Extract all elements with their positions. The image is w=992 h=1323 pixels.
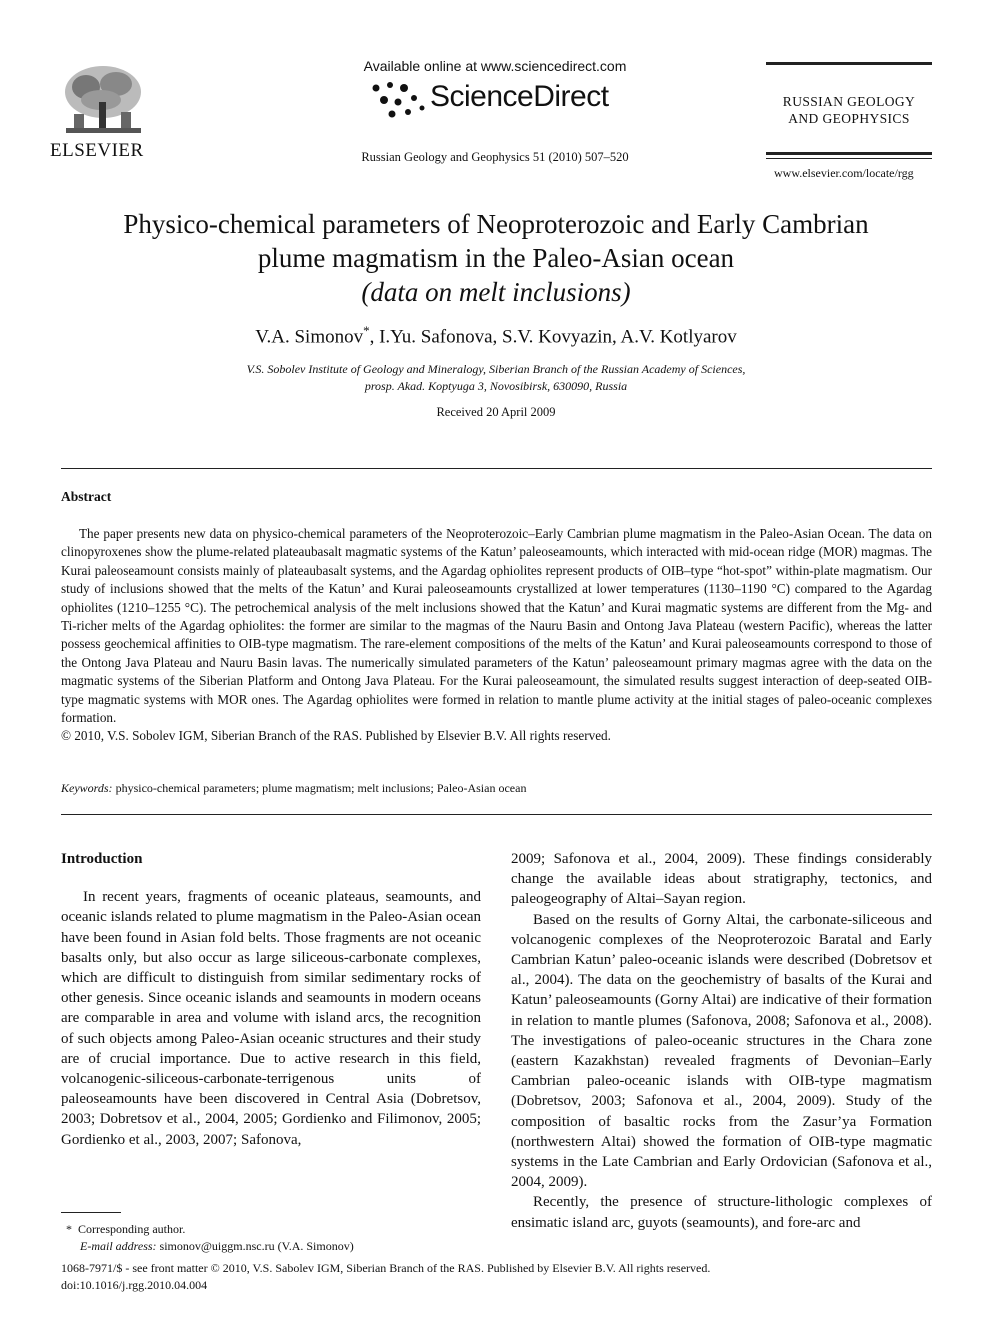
co-authors: , I.Yu. Safonova, S.V. Kovyazin, A.V. Kotlyarov <box>369 326 737 348</box>
abstract-text: The paper presents new data on physico-chemical parameters of the Neoproterozoic–Early Cambrian plume magmatism in the Paleo-Asian Ocean. The data on clinopyroxenes show the plume-related plateaubasalt magmatic systems of the Katun’ paleoseamounts, which interacted with mid-ocean ridge (MOR) magmas. The Kurai paleoseamount consists mainly of plateaubasalt systems, and the Agardag ophiolites represent products of OIB–type “hot-spot” within-plate magmatism. Our study of inclusions showed that the melts of the Katun’ and Kurai paleoseamounts crystallized at lower temperatures (1130–1190 °C) compared to the Agardag ophiolites (1210–1255 °C). The petrochemical analysis of the melt inclusions showed that the Katun’ and Kurai magmatic systems are different from the Mg- and Ti-richer melts of the Agardag ophiolites: the former are similar to the magmas of the Nauru Basin and Ontong Java Plateau (western Pacific), whereas the latter possess geochemical affinities to OIB-type magmatism. The rare-element compositions of the melts of the Katun’ and Kurai paleoseamounts correspond to those of the Ontong Java Plateau and Nauru Basin lavas. The numerically simulated parameters of the Katun’ paleoseamount primary magmas agree with the data on the magmatic systems of the Siberian Platform and Ontong Java Plateau. For the Kurai paleoseamount, the simulated results suggest interaction of deep-seated OIB-type magmatic systems with MOR ones. The Agardag ophiolites were formed in relation to mantle plume activity at the initial stages of paleo-oceanic complexes formation. <box>61 526 932 726</box>
right-paragraph-1: Based on the results of Gorny Altai, the carbonate-siliceous and volcanogenic complexes of the Neoproterozoic Baratal and Early Cambrian Katun’ paleo-oceanic islands were described (Dobretsov et al., 2004). The data on the geochemistry of basalts of the Kurai and Katun’ paleoseamounts (Gorny Altai) are indicative of their formation in relation to mantle plumes (Safonova, 2008; Safonova et al., 2008). The investigations of paleo-oceanic structures in the Chara zone (eastern Kazakhstan) revealed fragments of Devonian–Early Cambrian paleo-oceanic islands with OIB-type magmatism (Dobretsov, 2003; Safonova et al., 2004, 2009). Study of the composition of basaltic rocks from the Zasur’ya Formation (northwestern Altai) showed the formation of OIB-type magmatic systems in the Late Cambrian and Early Ordovician (Safonova et al., 2004, 2009). <box>511 911 932 1191</box>
corresponding-author-mark[interactable]: * <box>363 323 370 338</box>
issn-line: 1068-7971/$ - see front matter © 2010, V.S. Sabolev IGM, Siberian Branch of the RAS. Published by Elsevier B.V. All rights reserved. <box>61 1261 711 1275</box>
author-email-link[interactable]: simonov@uiggm.nsc.ru (V.A. Simonov) <box>159 1239 354 1253</box>
doi-link[interactable]: doi:10.1016/j.rgg.2010.04.004 <box>61 1278 208 1292</box>
journal-name-line1: RUSSIAN GEOLOGY <box>782 94 916 109</box>
journal-citation: Russian Geology and Geophysics 51 (2010) 507–520 <box>361 150 629 164</box>
elsevier-logo[interactable] <box>50 62 151 162</box>
footnote <box>66 1221 486 1255</box>
sciencedirect-dots-icon <box>370 80 428 120</box>
email-label: E-mail address: <box>80 1239 157 1253</box>
abstract-bottom-rule <box>61 814 932 815</box>
abstract-body <box>61 525 932 746</box>
journal-bottom-rule-thin <box>766 158 932 159</box>
author-simonov[interactable]: V.A. Simonov <box>255 326 364 348</box>
title-line-3: (data on melt inclusions) <box>361 277 631 307</box>
keywords-list: physico-chemical parameters; plume magmatism; melt inclusions; Paleo-Asian ocean <box>115 781 527 795</box>
keywords-label: Keywords: <box>61 781 113 795</box>
abstract-top-rule <box>61 468 932 469</box>
publisher-name: ELSEVIER <box>50 140 144 161</box>
affiliation-line-2: prosp. Akad. Koptyuga 3, Novosibirsk, 630090, Russia <box>364 379 628 393</box>
journal-top-rule <box>766 62 932 65</box>
elsevier-tree-icon <box>56 62 151 144</box>
footnote-rule <box>61 1212 121 1213</box>
sciencedirect-wordmark: ScienceDirect <box>430 80 609 113</box>
right-column <box>511 849 932 1233</box>
footnote-star: * <box>66 1222 72 1236</box>
left-column <box>61 849 481 1150</box>
abstract-heading: Abstract <box>61 489 112 504</box>
keywords <box>61 781 932 796</box>
article-title <box>40 207 952 309</box>
received-date: Received 20 April 2009 <box>436 405 556 419</box>
author-list <box>40 323 952 348</box>
sciencedirect-logo[interactable] <box>370 78 630 122</box>
right-paragraph-2: Recently, the presence of structure-lithologic complexes of ensimatic island arc, guyots (seamounts), and fore-arc and <box>511 1194 932 1231</box>
intro-paragraph-1: In recent years, fragments of oceanic plateaus, seamounts, and oceanic islands related to plume magmatism in the Paleo-Asian ocean have been found in Asian fold belts. Those fragments are not oceanic basalts only, but also occur as large siliceous-carbonate complexes, which are difficult to distinguish from similar sedimentary rocks of other genesis. Since oceanic islands and seamounts in modern oceans are comparable in area and volume with island arcs, the recognition of such objects among Paleo-Asian oceanic structures and their study are of crucial importance. Due to active research in this field, volcanogenic-siliceous-carbonate-terrigenous units of paleoseamounts have been discovered in Central Asia (Dobretsov, 2003; Dobretsov et al., 2004, 2005; Gordienko and Filimonov, 2005; Gordienko et al., 2003, 2007; Safonova, <box>61 889 481 1148</box>
affiliation <box>60 361 932 395</box>
page-footer <box>61 1260 932 1294</box>
abstract-copyright: © 2010, V.S. Sobolev IGM, Siberian Branch of the RAS. Published by Elsevier B.V. All rights reserved. <box>61 728 611 744</box>
affiliation-line-1: V.S. Sobolev Institute of Geology and Mineralogy, Siberian Branch of the Russian Academy of Sciences, <box>246 362 746 376</box>
available-online-text: Available online at www.sciencedirect.com <box>363 58 627 74</box>
introduction-heading: Introduction <box>61 851 143 867</box>
footnote-corresponding: Corresponding author. <box>78 1222 186 1236</box>
title-line-1: Physico-chemical parameters of Neoproterozoic and Early Cambrian <box>123 209 869 239</box>
journal-url-link[interactable]: www.elsevier.com/locate/rgg <box>774 166 914 180</box>
journal-name-line2: AND GEOPHYSICS <box>788 111 910 126</box>
journal-name <box>766 93 932 127</box>
title-line-2: plume magmatism in the Paleo-Asian ocean <box>257 243 735 273</box>
right-paragraph-continued: 2009; Safonova et al., 2004, 2009). These findings considerably change the available ideas about stratigraphy, tectonics, and paleogeography of Altai–Sayan region. <box>511 851 932 908</box>
journal-bottom-rule <box>766 152 932 155</box>
